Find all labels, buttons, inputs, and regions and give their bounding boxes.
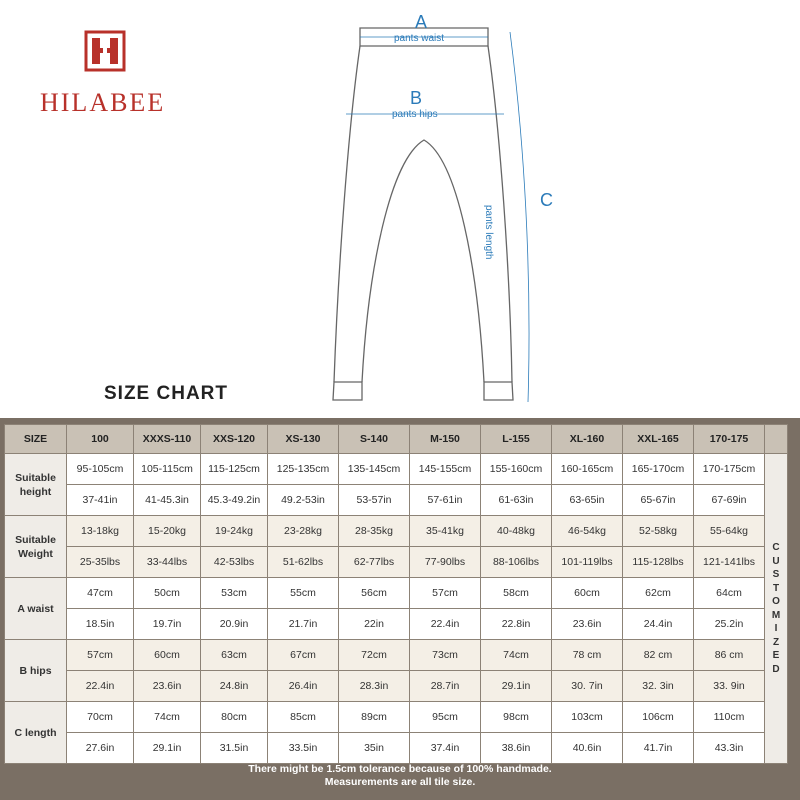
size-value-cell: 52-58kg <box>623 516 694 547</box>
size-value-cell: 47cm <box>67 578 134 609</box>
measurement-label: Suitable Weight <box>5 516 67 578</box>
size-value-cell: 82 cm <box>623 640 694 671</box>
size-value-cell: 72cm <box>339 640 410 671</box>
customized-letter: U <box>772 555 780 567</box>
size-table-row <box>5 454 788 485</box>
size-value-cell: 61-63in <box>481 485 552 516</box>
measurement-label: C length <box>5 702 67 764</box>
size-value-cell: 74cm <box>481 640 552 671</box>
size-header-cell: XXL-165 <box>623 425 694 454</box>
size-value-cell: 23-28kg <box>268 516 339 547</box>
size-table-row <box>5 516 788 547</box>
size-header-cell: XXS-120 <box>201 425 268 454</box>
length-letter: C <box>540 190 553 210</box>
size-value-cell: 80cm <box>201 702 268 733</box>
size-value-cell: 24.8in <box>201 671 268 702</box>
size-table-row <box>5 547 788 578</box>
brand-name: HILABEE <box>40 88 166 117</box>
size-chart-title: SIZE CHART <box>104 383 228 404</box>
size-value-cell: 56cm <box>339 578 410 609</box>
size-value-cell: 23.6in <box>552 609 623 640</box>
size-value-cell: 29.1in <box>134 733 201 764</box>
size-value-cell: 35-41kg <box>410 516 481 547</box>
size-value-cell: 40-48kg <box>481 516 552 547</box>
customized-letter: I <box>774 623 778 634</box>
size-value-cell: 49.2-53in <box>268 485 339 516</box>
size-value-cell: 22in <box>339 609 410 640</box>
size-value-cell: 27.6in <box>67 733 134 764</box>
size-value-cell: 43.3in <box>694 733 765 764</box>
size-value-cell: 70cm <box>67 702 134 733</box>
size-value-cell: 110cm <box>694 702 765 733</box>
size-value-cell: 170-175cm <box>694 454 765 485</box>
size-value-cell: 57cm <box>410 578 481 609</box>
size-value-cell: 65-67in <box>623 485 694 516</box>
size-value-cell: 28-35kg <box>339 516 410 547</box>
hips-measure-label: pants hips <box>392 109 438 120</box>
size-header-cell: XS-130 <box>268 425 339 454</box>
size-value-cell: 29.1in <box>481 671 552 702</box>
size-header-cell: M-150 <box>410 425 481 454</box>
size-value-cell: 23.6in <box>134 671 201 702</box>
size-value-cell: 30. 7in <box>552 671 623 702</box>
size-table-panel <box>0 418 800 800</box>
size-value-cell: 33.5in <box>268 733 339 764</box>
length-measure-label: pants length <box>483 205 494 260</box>
size-value-cell: 26.4in <box>268 671 339 702</box>
customized-letter: T <box>772 582 780 594</box>
size-value-cell: 25.2in <box>694 609 765 640</box>
size-value-cell: 22.4in <box>410 609 481 640</box>
size-value-cell: 89cm <box>339 702 410 733</box>
size-value-cell: 13-18kg <box>67 516 134 547</box>
size-table <box>4 424 788 764</box>
size-value-cell: 98cm <box>481 702 552 733</box>
size-header-row <box>5 425 788 454</box>
size-value-cell: 121-141lbs <box>694 547 765 578</box>
size-value-cell: 53cm <box>201 578 268 609</box>
size-value-cell: 28.7in <box>410 671 481 702</box>
size-value-cell: 135-145cm <box>339 454 410 485</box>
size-header-cell: S-140 <box>339 425 410 454</box>
size-value-cell: 85cm <box>268 702 339 733</box>
size-value-cell: 40.6in <box>552 733 623 764</box>
size-value-cell: 101-119lbs <box>552 547 623 578</box>
size-header-cell: 170-175 <box>694 425 765 454</box>
size-header-cell: L-155 <box>481 425 552 454</box>
size-table-row <box>5 578 788 609</box>
size-header-cell: 100 <box>67 425 134 454</box>
size-value-cell: 63-65in <box>552 485 623 516</box>
size-value-cell: 50cm <box>134 578 201 609</box>
size-value-cell: 15-20kg <box>134 516 201 547</box>
size-value-cell: 62cm <box>623 578 694 609</box>
size-value-cell: 105-115cm <box>134 454 201 485</box>
size-value-cell: 62-77lbs <box>339 547 410 578</box>
size-value-cell: 37.4in <box>410 733 481 764</box>
size-value-cell: 33-44lbs <box>134 547 201 578</box>
size-value-cell: 86 cm <box>694 640 765 671</box>
size-value-cell: 73cm <box>410 640 481 671</box>
tolerance-note-line-1: There might be 1.5cm tolerance because of 100% handmade. <box>248 763 552 775</box>
size-value-cell: 58cm <box>481 578 552 609</box>
size-value-cell: 67-69in <box>694 485 765 516</box>
pants-outline-illustration <box>320 10 560 410</box>
size-value-cell: 19.7in <box>134 609 201 640</box>
size-value-cell: 21.7in <box>268 609 339 640</box>
brand-logo-icon <box>84 30 126 72</box>
size-value-cell: 63cm <box>201 640 268 671</box>
size-value-cell: 20.9in <box>201 609 268 640</box>
size-value-cell: 25-35lbs <box>67 547 134 578</box>
tolerance-note-line-2: Measurements are all tile size. <box>324 776 476 788</box>
size-header-cell: XXXS-110 <box>134 425 201 454</box>
customized-letter: O <box>772 596 780 607</box>
size-value-cell: 88-106lbs <box>481 547 552 578</box>
customized-letter: M <box>771 609 781 621</box>
size-value-cell: 31.5in <box>201 733 268 764</box>
customized-letter: E <box>772 650 780 661</box>
size-column-header: SIZE <box>5 425 67 454</box>
size-value-cell: 22.8in <box>481 609 552 640</box>
size-value-cell: 155-160cm <box>481 454 552 485</box>
size-value-cell: 53-57in <box>339 485 410 516</box>
customized-label-text <box>765 541 787 676</box>
size-value-cell: 19-24kg <box>201 516 268 547</box>
measurement-label: Suitable height <box>5 454 67 516</box>
brand-logo <box>40 30 180 120</box>
customized-letter: C <box>772 542 780 553</box>
size-value-cell: 51-62lbs <box>268 547 339 578</box>
size-value-cell: 55cm <box>268 578 339 609</box>
size-value-cell: 35in <box>339 733 410 764</box>
size-header-cell: XL-160 <box>552 425 623 454</box>
size-value-cell: 55-64kg <box>694 516 765 547</box>
size-table-row <box>5 671 788 702</box>
size-table-row <box>5 609 788 640</box>
size-value-cell: 60cm <box>134 640 201 671</box>
measurement-label: A waist <box>5 578 67 640</box>
size-value-cell: 64cm <box>694 578 765 609</box>
size-value-cell: 74cm <box>134 702 201 733</box>
size-table-row <box>5 485 788 516</box>
customized-letter: S <box>772 569 780 580</box>
size-table-row <box>5 733 788 764</box>
size-value-cell: 42-53lbs <box>201 547 268 578</box>
hips-letter: B <box>410 88 423 108</box>
size-value-cell: 115-125cm <box>201 454 268 485</box>
waist-measure-label: pants waist <box>394 33 445 44</box>
size-value-cell: 46-54kg <box>552 516 623 547</box>
size-value-cell: 77-90lbs <box>410 547 481 578</box>
size-value-cell: 60cm <box>552 578 623 609</box>
size-value-cell: 28.3in <box>339 671 410 702</box>
size-value-cell: 103cm <box>552 702 623 733</box>
size-value-cell: 45.3-49.2in <box>201 485 268 516</box>
size-table-row <box>5 640 788 671</box>
size-value-cell: 160-165cm <box>552 454 623 485</box>
size-value-cell: 125-135cm <box>268 454 339 485</box>
size-value-cell: 165-170cm <box>623 454 694 485</box>
pants-diagram <box>320 10 560 410</box>
side-header-cell <box>765 425 788 454</box>
size-value-cell: 24.4in <box>623 609 694 640</box>
size-value-cell: 78 cm <box>552 640 623 671</box>
measurement-label: B hips <box>5 640 67 702</box>
customized-letter: D <box>772 663 780 675</box>
size-value-cell: 57-61in <box>410 485 481 516</box>
customized-side-label <box>765 454 788 764</box>
size-value-cell: 41.7in <box>623 733 694 764</box>
size-value-cell: 22.4in <box>67 671 134 702</box>
size-value-cell: 115-128lbs <box>623 547 694 578</box>
size-value-cell: 18.5in <box>67 609 134 640</box>
size-value-cell: 38.6in <box>481 733 552 764</box>
size-value-cell: 57cm <box>67 640 134 671</box>
size-value-cell: 32. 3in <box>623 671 694 702</box>
size-value-cell: 67cm <box>268 640 339 671</box>
waist-letter: A <box>415 12 428 32</box>
size-value-cell: 41-45.3in <box>134 485 201 516</box>
size-table-row <box>5 702 788 733</box>
size-value-cell: 95cm <box>410 702 481 733</box>
size-value-cell: 106cm <box>623 702 694 733</box>
size-value-cell: 145-155cm <box>410 454 481 485</box>
size-value-cell: 33. 9in <box>694 671 765 702</box>
size-value-cell: 37-41in <box>67 485 134 516</box>
size-value-cell: 95-105cm <box>67 454 134 485</box>
customized-letter: Z <box>772 636 780 648</box>
tolerance-note <box>0 763 800 789</box>
